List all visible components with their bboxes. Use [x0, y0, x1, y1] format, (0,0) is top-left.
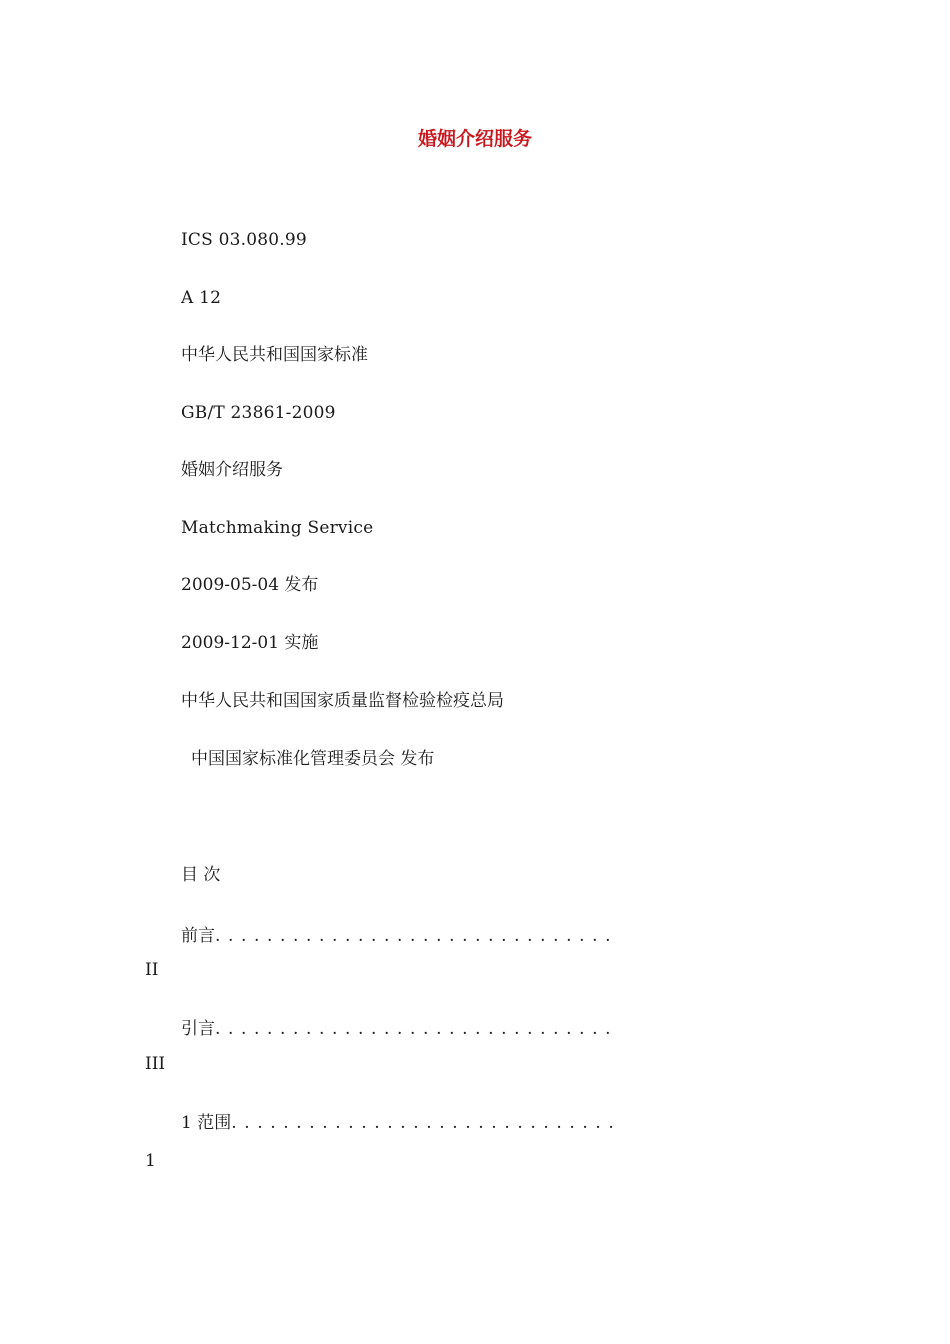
publish-date: 2009-05-04 发布: [181, 575, 319, 595]
document-title: 婚姻介绍服务: [417, 128, 532, 150]
toc-entry-leader: ..............................: [231, 1113, 622, 1133]
toc-heading: 目 次: [181, 865, 221, 885]
toc-entry-page: III: [145, 1054, 166, 1074]
standard-org: 中华人民共和国国家标准: [181, 345, 368, 365]
ics-code: ICS 03.080.99: [181, 230, 307, 250]
title-cn: 婚姻介绍服务: [181, 460, 283, 480]
toc-entry-label: 1 范围: [181, 1113, 232, 1133]
toc-entry-label: 引言: [181, 1019, 215, 1039]
toc-entry-leader: ...............................: [215, 1019, 619, 1039]
toc-entry-leader: ...............................: [215, 926, 619, 946]
toc-entry[interactable]: [181, 1018, 796, 1040]
toc-entry[interactable]: [181, 925, 796, 947]
effective-date: 2009-12-01 实施: [181, 633, 319, 653]
issuer-secondary: 中国国家标准化管理委员会 发布: [191, 749, 435, 769]
toc-entry-label: 前言: [181, 926, 215, 946]
toc-entry[interactable]: [181, 1112, 796, 1134]
toc-entry-page: II: [145, 960, 159, 980]
issuer-primary: 中华人民共和国国家质量监督检验检疫总局: [181, 691, 504, 711]
category-code: A 12: [181, 288, 222, 308]
standard-number: GB/T 23861-2009: [181, 403, 336, 423]
toc-entry-page: 1: [145, 1151, 156, 1171]
title-en: Matchmaking Service: [181, 518, 374, 538]
